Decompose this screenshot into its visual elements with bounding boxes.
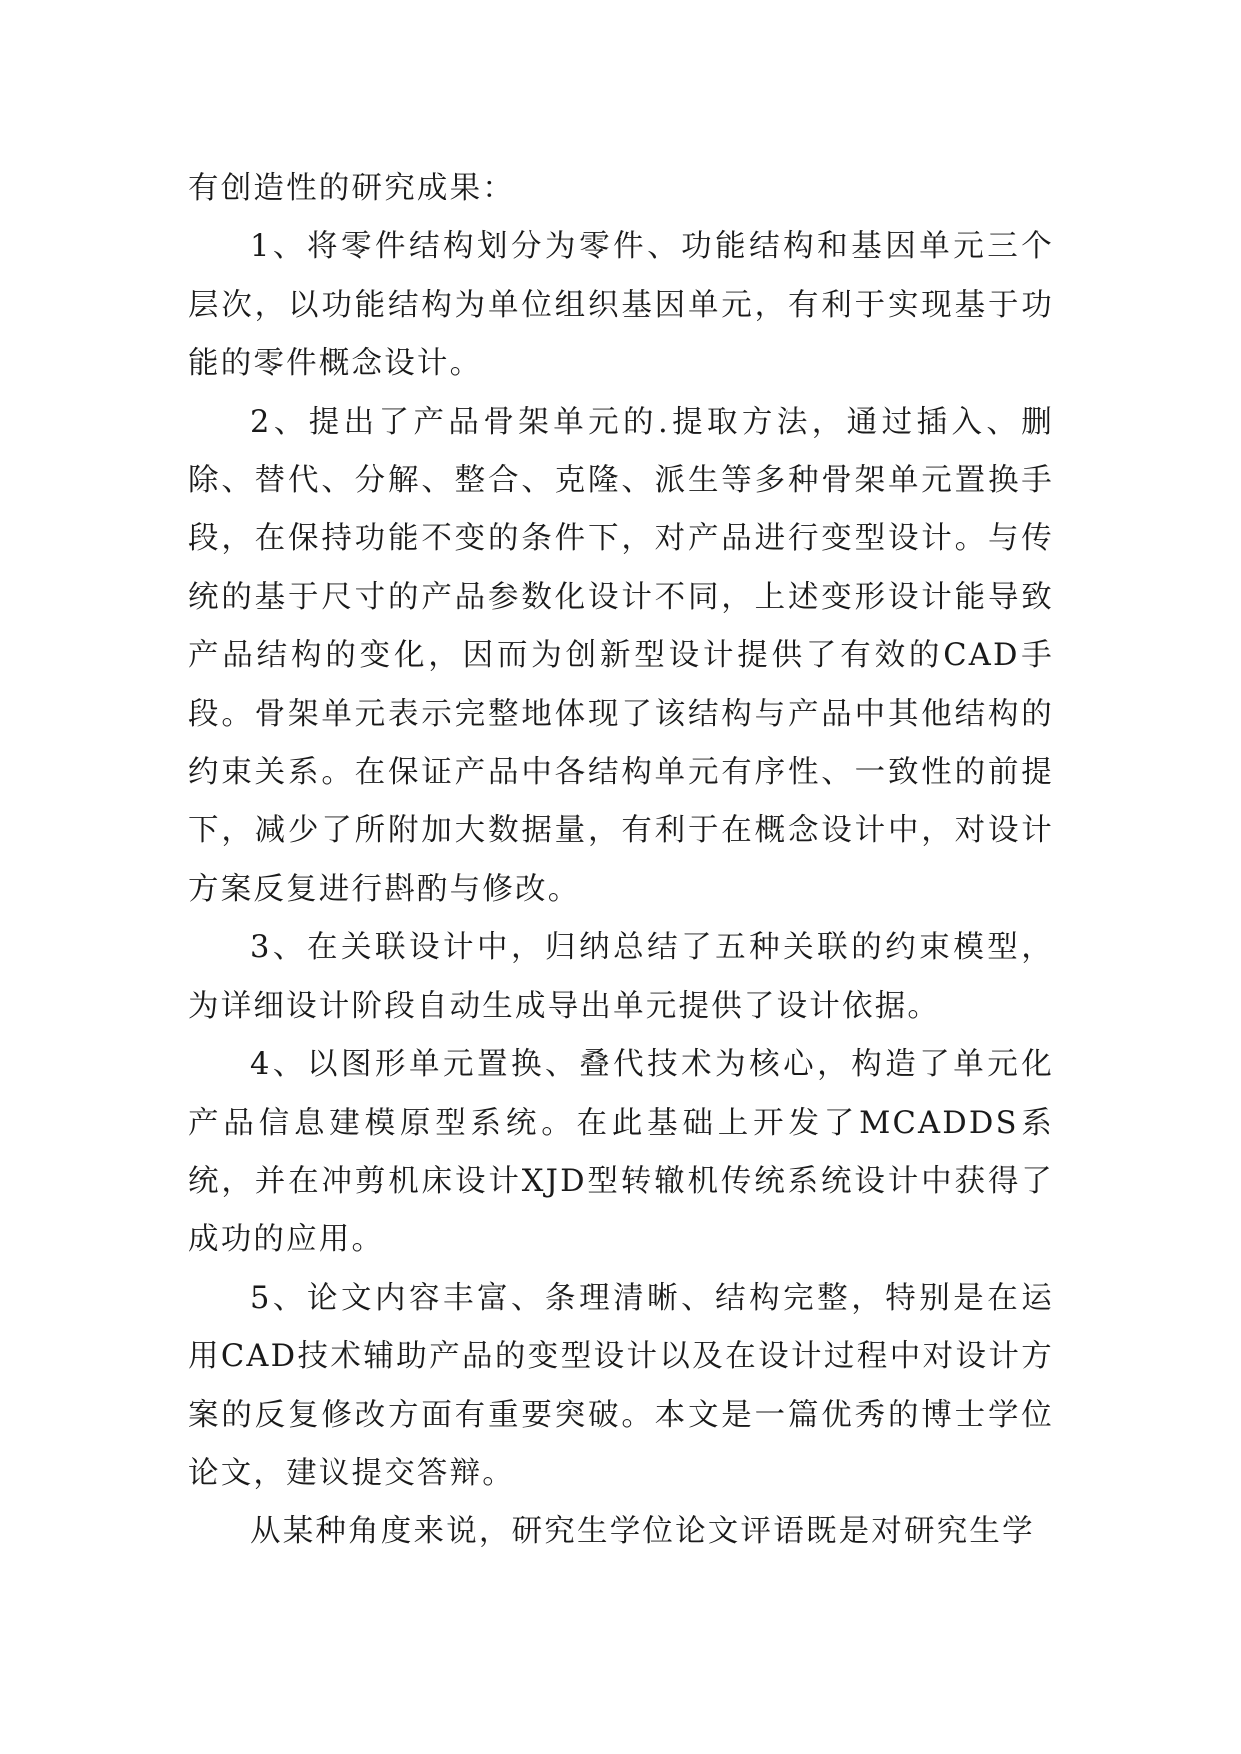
document-page [188,160,1054,1562]
paragraph-item-3: 3、在关联设计中，归纳总结了五种关联的约束模型，为详细设计阶段自动生成导出单元提供了设计依据。 [188,930,1054,1024]
paragraph-intro: 有创造性的研究成果： [188,171,515,206]
paragraph-item-1: 1、将零件结构划分为零件、功能结构和基因单元三个层次，以功能结构为单位组织基因单元，有利于实现基于功能的零件概念设计。 [188,229,1054,382]
paragraph-item-5: 5、论文内容丰富、条理清晰、结构完整，特别是在运用CAD技术辅助产品的变型设计以及在设计过程中对设计方案的反复修改方面有重要突破。本文是一篇优秀的博士学位论文，建议提交答辩。 [188,1280,1054,1491]
paragraph-closing: 从某种角度来说，研究生学位论文评语既是对研究生学 [250,1514,1035,1550]
paragraph-item-4: 4、以图形单元置换、叠代技术为核心，构造了单元化产品信息建模原型系统。在此基础上开发了MCADDS系统，并在冲剪机床设计XJD型转辙机传统系统设计中获得了成功的应用。 [188,1047,1054,1258]
paragraph-item-2: 2、提出了产品骨架单元的.提取方法，通过插入、删除、替代、分解、整合、克隆、派生等多种骨架单元置换手段，在保持功能不变的条件下，对产品进行变型设计。与传统的基于尺寸的产品参数化设计不同，上述变形设计能导致产品结构的变化，因而为创新型设计提供了有效的CAD手段。骨架单元表示完整地体现了该结构与产品中其他结构的约束关系。在保证产品中各结构单元有序性、一致性的前提下，减少了所附加大数据量，有利于在概念设计中，对设计方案反复进行斟酌与修改。 [188,404,1054,907]
